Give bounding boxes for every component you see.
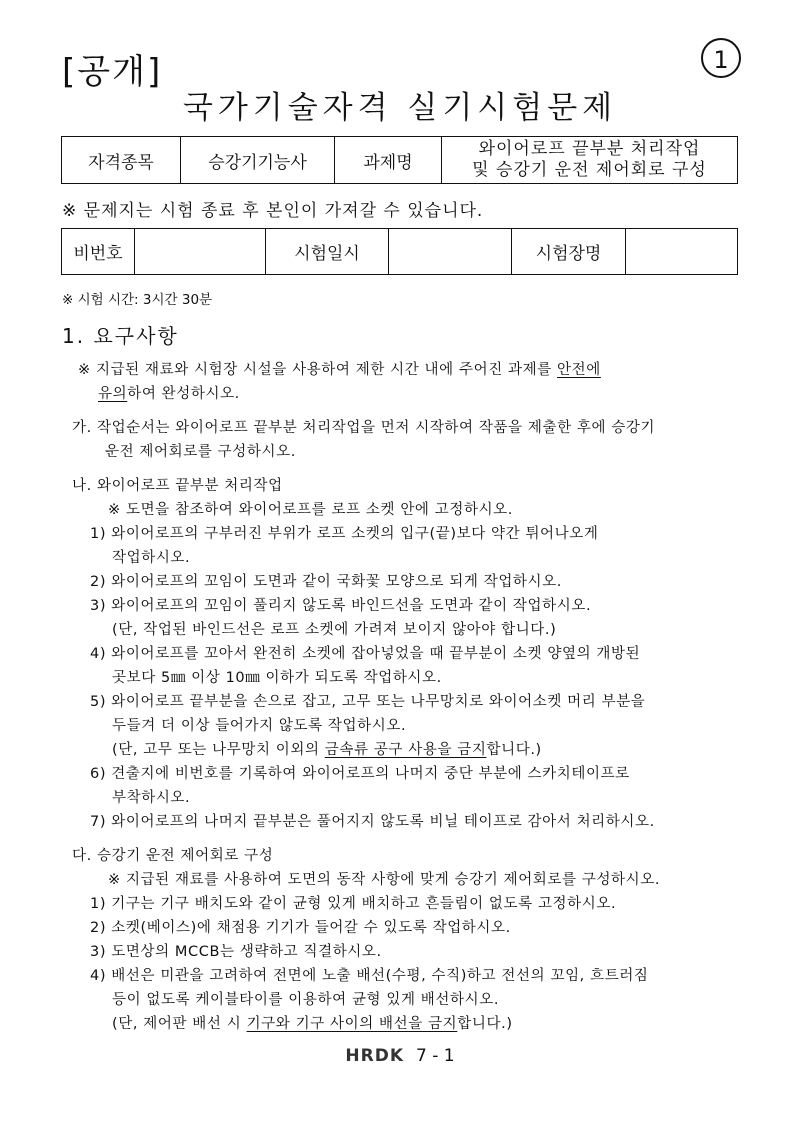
public-tag: [공개] [62, 52, 163, 92]
note-text: 합니다.) [457, 1016, 513, 1032]
item-na-2: 2) 와이어로프의 꼬임이 도면과 같이 국화꽃 모양으로 되게 작업하시오. [90, 574, 562, 590]
task-label: 과제명 [335, 137, 442, 184]
item-na-5a: 5) 와이어로프 끝부분을 손으로 잡고, 고무 또는 나무망치로 와이어소켓 머리 부분을 [90, 694, 646, 710]
item-na-note: ※ 도면을 참조하여 와이어로프를 로프 소켓 안에 고정하시오. [108, 502, 513, 518]
place-value [626, 229, 738, 275]
item-na-3b: (단, 작업된 바인드선은 로프 소켓에 가려져 보이지 않아야 합니다.) [112, 622, 557, 638]
item-da-4b: 등이 없도록 케이블타이를 이용하여 균형 있게 배선하시오. [112, 992, 500, 1008]
item-da-3: 3) 도면상의 MCCB는 생략하고 직결하시오. [90, 944, 382, 960]
underlined-text: 금속류 공구 사용을 금지 [324, 742, 487, 758]
task-value-line2: 및 승강기 운전 제어회로 구성 [472, 160, 707, 180]
notice-text: ※ 문제지는 시험 종료 후 본인이 가져갈 수 있습니다. [62, 201, 484, 221]
item-da-note: ※ 지급된 재료를 사용하여 도면의 동작 사항에 맞게 승강기 제어회로를 구성하시오. [108, 872, 661, 888]
footer-page-number: 7 - 1 [416, 1046, 455, 1066]
note-text: (단, 고무 또는 나무망치 이외의 [112, 742, 325, 758]
intro-line-2 [98, 382, 240, 403]
underlined-text: 유의 [98, 386, 128, 402]
item-da-2: 2) 소켓(베이스)에 채점용 기기가 들어갈 수 있도록 작업하시오. [90, 920, 511, 936]
qual-value: 승강기기능사 [181, 137, 335, 184]
item-na-1a: 1) 와이어로프의 구부러진 부위가 로프 소켓의 입구(끝)보다 약간 튀어나오게 [90, 526, 599, 542]
item-na-4a: 4) 와이어로프를 꼬아서 완전히 소켓에 잡아넣었을 때 끝부분이 소켓 양옆의 개방된 [90, 646, 641, 662]
section-heading: 1. 요구사항 [62, 324, 179, 348]
item-na-6a: 6) 견출지에 비번호를 기록하여 와이어로프의 나머지 중단 부분에 스카치테이프로 [90, 766, 630, 782]
item-da-1: 1) 기구는 기구 배치도와 같이 균형 있게 배치하고 흔들림이 없도록 고정하시오. [90, 896, 617, 912]
id-label: 비번호 [62, 229, 135, 275]
item-na-5b: 두들겨 더 이상 들어가지 않도록 작업하시오. [112, 718, 407, 734]
item-na-6b: 부착하시오. [112, 790, 191, 806]
intro-text: 하여 완성하시오. [127, 386, 240, 402]
underlined-text: 기구와 기구 사이의 배선을 금지 [246, 1016, 458, 1032]
intro-line-1 [78, 358, 601, 379]
exam-duration: ※ 시험 시간: 3시간 30분 [62, 292, 213, 308]
intro-text: ※ 지급된 재료와 시험장 시설을 사용하여 제한 시간 내에 주어진 과제를 [78, 362, 558, 378]
note-text: (단, 제어판 배선 시 [112, 1016, 247, 1032]
hrdk-logo: HRDK [345, 1046, 405, 1066]
item-ga-1: 가. 작업순서는 와이어로프 끝부분 처리작업을 먼저 시작하여 작품을 제출한 후에 승강기 [72, 420, 656, 436]
task-value-line1: 와이어로프 끝부분 처리작업 [478, 139, 701, 159]
task-value [442, 137, 738, 184]
note-text: 합니다.) [486, 742, 542, 758]
item-na-1b: 작업하시오. [112, 550, 191, 566]
item-ga-2: 운전 제어회로를 구성하시오. [105, 444, 296, 460]
item-da-4c [112, 1012, 513, 1033]
item-na-4b: 곳보다 5㎜ 이상 10㎜ 이하가 되도록 작업하시오. [112, 670, 442, 686]
qualification-table [61, 136, 738, 184]
page-number-circle: 1 [701, 38, 741, 78]
item-na-heading: 나. 와이어로프 끝부분 처리작업 [72, 478, 283, 494]
qual-label: 자격종목 [62, 137, 181, 184]
date-label: 시험일시 [266, 229, 389, 275]
exam-info-table [61, 228, 738, 275]
id-value [135, 229, 266, 275]
date-value [389, 229, 512, 275]
underlined-text: 안전에 [557, 362, 601, 378]
item-na-5c [112, 738, 542, 759]
page-footer [0, 1046, 800, 1066]
item-da-4a: 4) 배선은 미관을 고려하여 전면에 노출 배선(수평, 수직)하고 전선의 꼬임, 흐트러짐 [90, 968, 649, 984]
item-da-heading: 다. 승강기 운전 제어회로 구성 [72, 848, 274, 864]
page-title: 국가기술자격 실기시험문제 [182, 90, 618, 126]
item-na-3a: 3) 와이어로프의 꼬임이 풀리지 않도록 바인드선을 도면과 같이 작업하시오. [90, 598, 592, 614]
item-na-7: 7) 와이어로프의 나머지 끝부분은 풀어지지 않도록 비닐 테이프로 감아서 처리하시오. [90, 814, 655, 830]
place-label: 시험장명 [512, 229, 626, 275]
